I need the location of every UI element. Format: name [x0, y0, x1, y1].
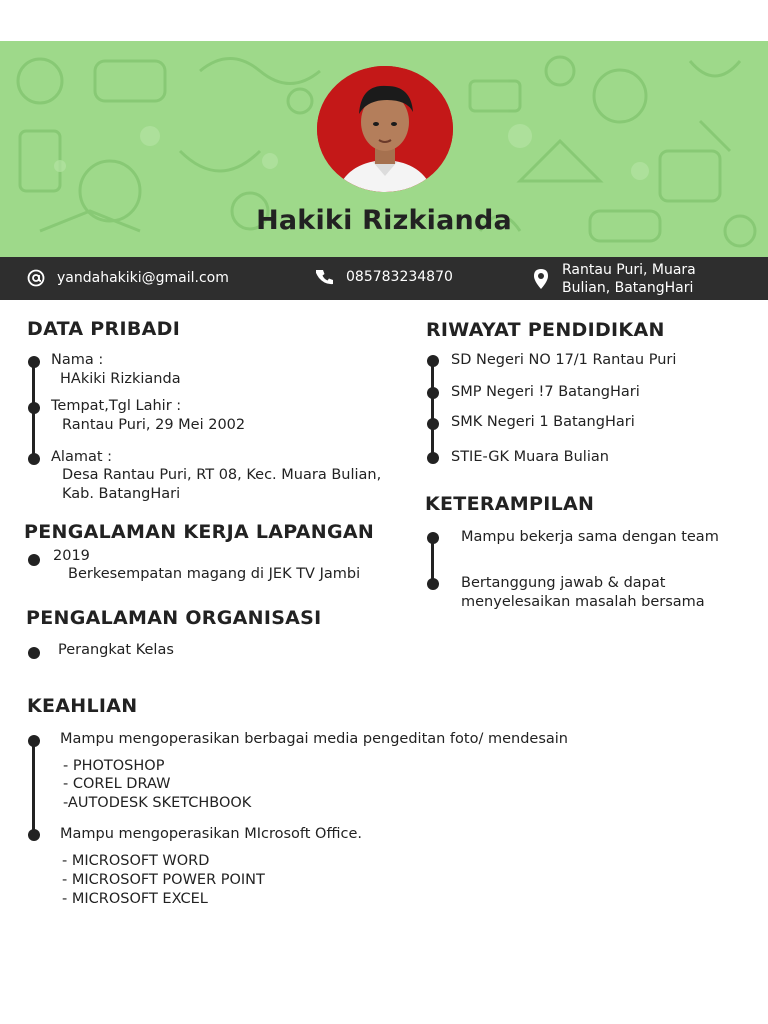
- nama-value: HAkiki Rizkianda: [60, 371, 181, 387]
- timeline-dot: [28, 829, 40, 841]
- timeline-dot: [427, 355, 439, 367]
- keterampilan-item-2-line-1: Bertanggung jawab & dapat: [461, 575, 666, 591]
- keahlian-item: - MICROSOFT EXCEL: [62, 891, 208, 907]
- timeline-dot: [28, 453, 40, 465]
- keahlian-item: - COREL DRAW: [63, 776, 171, 792]
- ttl-label: Tempat,Tgl Lahir :: [51, 398, 182, 414]
- organisasi-item: Perangkat Kelas: [58, 642, 174, 658]
- timeline-dot: [427, 532, 439, 544]
- header-banner: [0, 41, 768, 257]
- at-icon: [24, 269, 48, 287]
- portrait-illustration: [317, 66, 453, 192]
- contact-address: [529, 261, 696, 297]
- keahlian-item: - MICROSOFT POWER POINT: [62, 872, 265, 888]
- keahlian-group-2: Mampu mengoperasikan MIcrosoft Office.: [60, 826, 362, 842]
- profile-name: Hakiki Rizkianda: [256, 205, 512, 236]
- section-title-keterampilan: KETERAMPILAN: [425, 493, 595, 515]
- ttl-value: Rantau Puri, 29 Mei 2002: [62, 417, 246, 433]
- contact-email: [24, 269, 229, 287]
- timeline-dot: [427, 387, 439, 399]
- contact-phone: [313, 268, 453, 286]
- profile-photo: [317, 66, 453, 192]
- phone-text: 085783234870: [346, 269, 453, 285]
- kerja-desc: Berkesempatan magang di JEK TV Jambi: [68, 566, 361, 582]
- pendidikan-item: SD Negeri NO 17/1 Rantau Puri: [451, 352, 677, 368]
- contact-bar: [0, 257, 768, 300]
- timeline-dot: [28, 735, 40, 747]
- timeline-dot: [427, 578, 439, 590]
- timeline-dot: [28, 402, 40, 414]
- kerja-year: 2019: [53, 548, 90, 564]
- section-title-keahlian: KEAHLIAN: [27, 695, 138, 717]
- alamat-value-2: Kab. BatangHari: [62, 486, 181, 502]
- timeline-dot: [28, 554, 40, 566]
- section-title-organisasi: PENGALAMAN ORGANISASI: [26, 607, 322, 629]
- timeline-dot: [427, 452, 439, 464]
- pendidikan-item: STIE-GK Muara Bulian: [451, 449, 609, 465]
- section-title-pendidikan: RIWAYAT PENDIDIKAN: [426, 319, 665, 341]
- location-pin-icon: [529, 268, 553, 290]
- pendidikan-item: SMP Negeri !7 BatangHari: [451, 384, 640, 400]
- timeline-line: [32, 740, 35, 834]
- pendidikan-item: SMK Negeri 1 BatangHari: [451, 414, 635, 430]
- alamat-label: Alamat :: [51, 449, 113, 465]
- keahlian-group-1: Mampu mengoperasikan berbagai media pengeditan foto/ mendesain: [60, 731, 568, 747]
- timeline-dot: [28, 356, 40, 368]
- keahlian-item: - PHOTOSHOP: [63, 758, 165, 774]
- alamat-value-1: Desa Rantau Puri, RT 08, Kec. Muara Bulian,: [62, 467, 382, 483]
- address-line-1: Rantau Puri, Muara: [562, 262, 696, 278]
- timeline-dot: [28, 647, 40, 659]
- timeline-line: [431, 360, 434, 458]
- keterampilan-item-1: Mampu bekerja sama dengan team: [461, 529, 719, 545]
- address-line-2: Bulian, BatangHari: [562, 280, 694, 296]
- section-title-data-pribadi: DATA PRIBADI: [27, 318, 181, 340]
- keahlian-item: -AUTODESK SKETCHBOOK: [63, 795, 252, 811]
- phone-icon: [313, 268, 337, 286]
- nama-label: Nama :: [51, 352, 104, 368]
- section-title-kerja: PENGALAMAN KERJA LAPANGAN: [24, 521, 375, 543]
- timeline-dot: [427, 418, 439, 430]
- keahlian-item: - MICROSOFT WORD: [62, 853, 210, 869]
- keterampilan-item-2-line-2: menyelesaikan masalah bersama: [461, 594, 705, 610]
- email-text: yandahakiki@gmail.com: [57, 270, 229, 286]
